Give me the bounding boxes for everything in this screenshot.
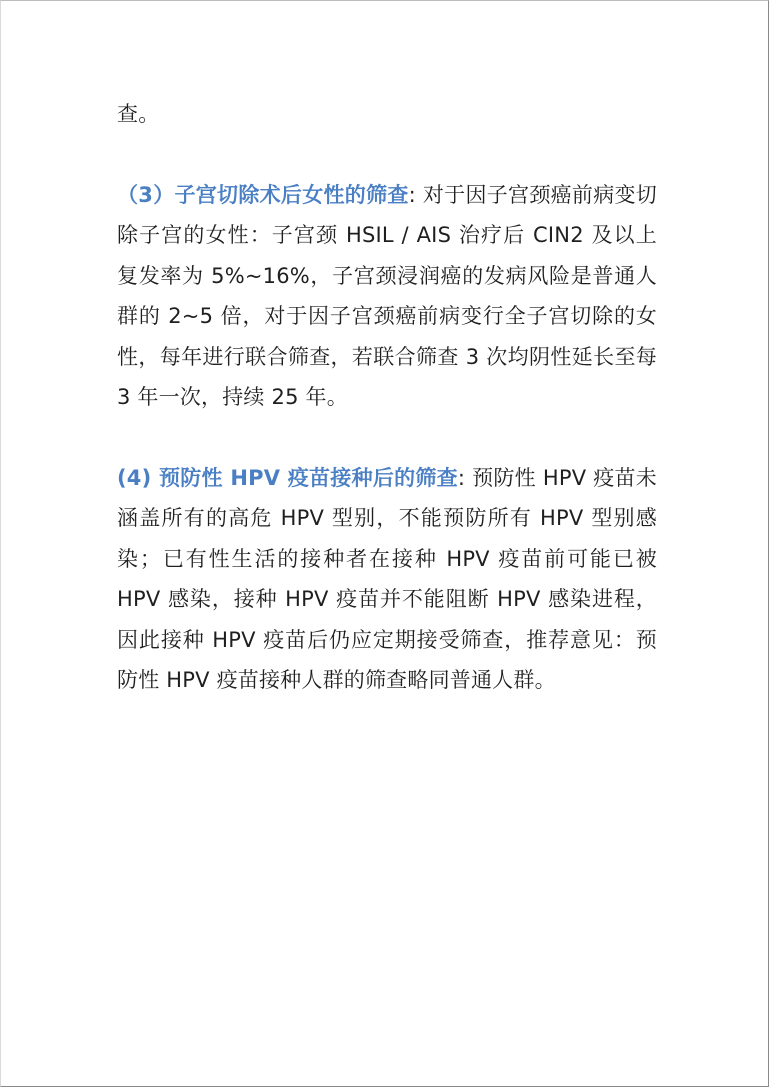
paragraph-hysterectomy-screening (117, 175, 657, 418)
paragraph-hpv-vaccine-screening (117, 458, 657, 701)
section-heading-hpv-vaccine: (4) 预防性 HPV 疫苗接种后的筛查 (117, 465, 458, 490)
document-body (117, 94, 657, 701)
section-heading-hysterectomy: （3）子宫切除术后女性的筛查 (117, 182, 409, 207)
paragraph-continuation-text: 查。 (117, 102, 160, 126)
paragraph-continuation (117, 94, 657, 135)
paragraph-hysterectomy-text: : 对于因子宫颈癌前病变切除子宫的女性：子宫颈 HSIL / AIS 治疗后 CIN2 及以上复发率为 5%~16%，子宫颈浸润癌的发病风险是普通人群的 2~5 倍，对于因子宫颈癌前病变行全子宫切除的女性，每年进行联合筛查，若联合筛查 3 次均阴性延长至每 3 年一次，持续 25 年。 (117, 182, 657, 409)
paragraph-hpv-vaccine-text: : 预防性 HPV 疫苗未涵盖所有的高危 HPV 型别，不能预防所有 HPV 型别感染；已有性生活的接种者在接种 HPV 疫苗前可能已被 HPV 感染，接种 HPV 疫苗并不能阻断 HPV 感染进程，因此接种 HPV 疫苗后仍应定期接受筛查，推荐意见：预防性 HPV 疫苗接种人群的筛查略同普通人群。 (117, 465, 657, 692)
paragraph-spacer (117, 418, 657, 458)
paragraph-spacer (117, 135, 657, 175)
